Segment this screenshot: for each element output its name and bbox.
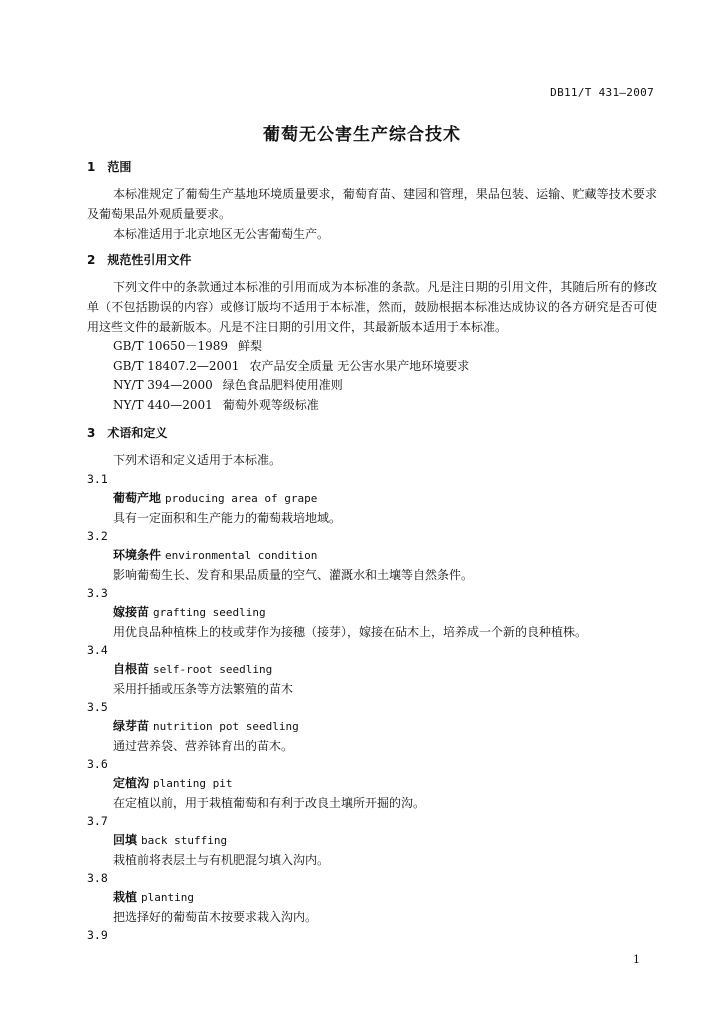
reference-item [87,376,657,396]
paragraph: 本标准规定了葡萄生产基地环境质量要求，葡萄育苗、建园和管理，果品包装、运输、贮藏等技术要求及葡萄果品外观质量要求。 [87,187,657,221]
term-zh: 绿芽苗 [113,719,150,733]
term-definition: 通过营养袋、营养钵育出的苗木。 [113,739,294,753]
term-zh: 自根苗 [113,662,150,676]
term-entry [87,755,657,812]
reference-code: NY/T 440—2001 [113,397,213,412]
term-en: grafting seedling [153,606,266,619]
reference-code: GB/T 18407.2—2001 [113,358,240,373]
section-heading-scope: 1 范围 [87,160,132,174]
reference-item [87,337,657,357]
term-definition: 具有一定面积和生产能力的葡萄栽培地域。 [113,511,342,525]
term-zh: 环境条件 [113,548,162,562]
term-number: 3.6 [87,757,108,771]
page-number: 1 [633,953,640,966]
term-definition: 栽植前将表层土与有机肥混匀填入沟内。 [113,853,330,867]
term-entry [87,698,657,755]
term-title [87,488,657,509]
paragraph: 下列文件中的条款通过本标准的引用而成为本标准的条款。凡是注日期的引用文件，其随后所有的修改单（不包括勘误的内容）或修订版均不适用于本标准，然而，鼓励根据本标准达成协议的各方研究是否可使用这些文件的最新版本。凡是不注日期的引用文件，其最新版本适用于本标准。 [87,280,657,334]
term-en: self-root seedling [153,663,273,676]
term-title [87,545,657,566]
term-title [87,659,657,680]
reference-code: GB/T 10650－1989 [113,339,228,353]
reference-item [87,396,657,416]
term-entry [87,641,657,698]
term-title [87,716,657,737]
term-en: planting [141,891,194,904]
term-definition: 用优良品种植株上的枝或芽作为接穗（接芽），嫁接在砧木上，培养成一个新的良种植株。 [113,625,588,639]
term-entry [87,869,657,926]
term-en: environmental condition [165,549,318,562]
section-heading-normative-references: 2 规范性引用文件 [87,253,192,267]
term-en: planting pit [153,777,233,790]
standard-code: DB11/T 431—2007 [550,86,654,99]
term-title [87,830,657,851]
term-en: producing area of grape [165,492,318,505]
term-number: 3.8 [87,871,108,885]
term-number: 3.4 [87,643,108,657]
reference-name: 鲜梨 [237,339,262,353]
term-en: nutrition pot seedling [153,720,299,733]
term-definition: 把选择好的葡萄苗木按要求栽入沟内。 [113,910,318,924]
paragraph: 本标准适用于北京地区无公害葡萄生产。 [113,227,330,241]
term-number: 3.2 [87,529,108,543]
term-entry [87,584,657,641]
term-title [87,887,657,908]
term-number: 3.1 [87,472,108,486]
document-body [87,158,657,944]
term-zh: 嫁接苗 [113,605,150,619]
term-number: 3.3 [87,586,108,600]
term-number: 3.7 [87,814,108,828]
term-zh: 葡萄产地 [113,491,162,505]
term-en: back stuffing [141,834,228,847]
term-number: 3.9 [87,928,108,942]
term-entry [87,470,657,527]
reference-code: NY/T 394—2000 [113,378,213,392]
term-definition: 采用扦插或压条等方法繁殖的苗木 [113,682,294,696]
paragraph: 下列术语和定义适用于本标准。 [113,453,282,467]
reference-item [87,357,657,377]
term-definition: 在定植以前，用于栽植葡萄和有利于改良土壤所开掘的沟。 [113,796,426,810]
term-zh: 栽植 [113,890,138,904]
term-title [87,773,657,794]
term-title [87,602,657,623]
document-title: 葡萄无公害生产综合技术 [263,125,461,145]
term-entry [87,812,657,869]
section-heading-terms-definitions: 3 术语和定义 [87,426,168,440]
term-entry [87,527,657,584]
term-definition: 影响葡萄生长、发育和果品质量的空气、灌溉水和土壤等自然条件。 [113,568,474,582]
reference-name: 农产品安全质量 无公害水果产地环境要求 [249,358,470,373]
reference-name: 葡萄外观等级标准 [222,397,319,412]
term-zh: 定植沟 [113,776,150,790]
reference-name: 绿色食品肥料使用准则 [222,378,343,392]
term-zh: 回填 [113,833,138,847]
term-number: 3.5 [87,700,108,714]
